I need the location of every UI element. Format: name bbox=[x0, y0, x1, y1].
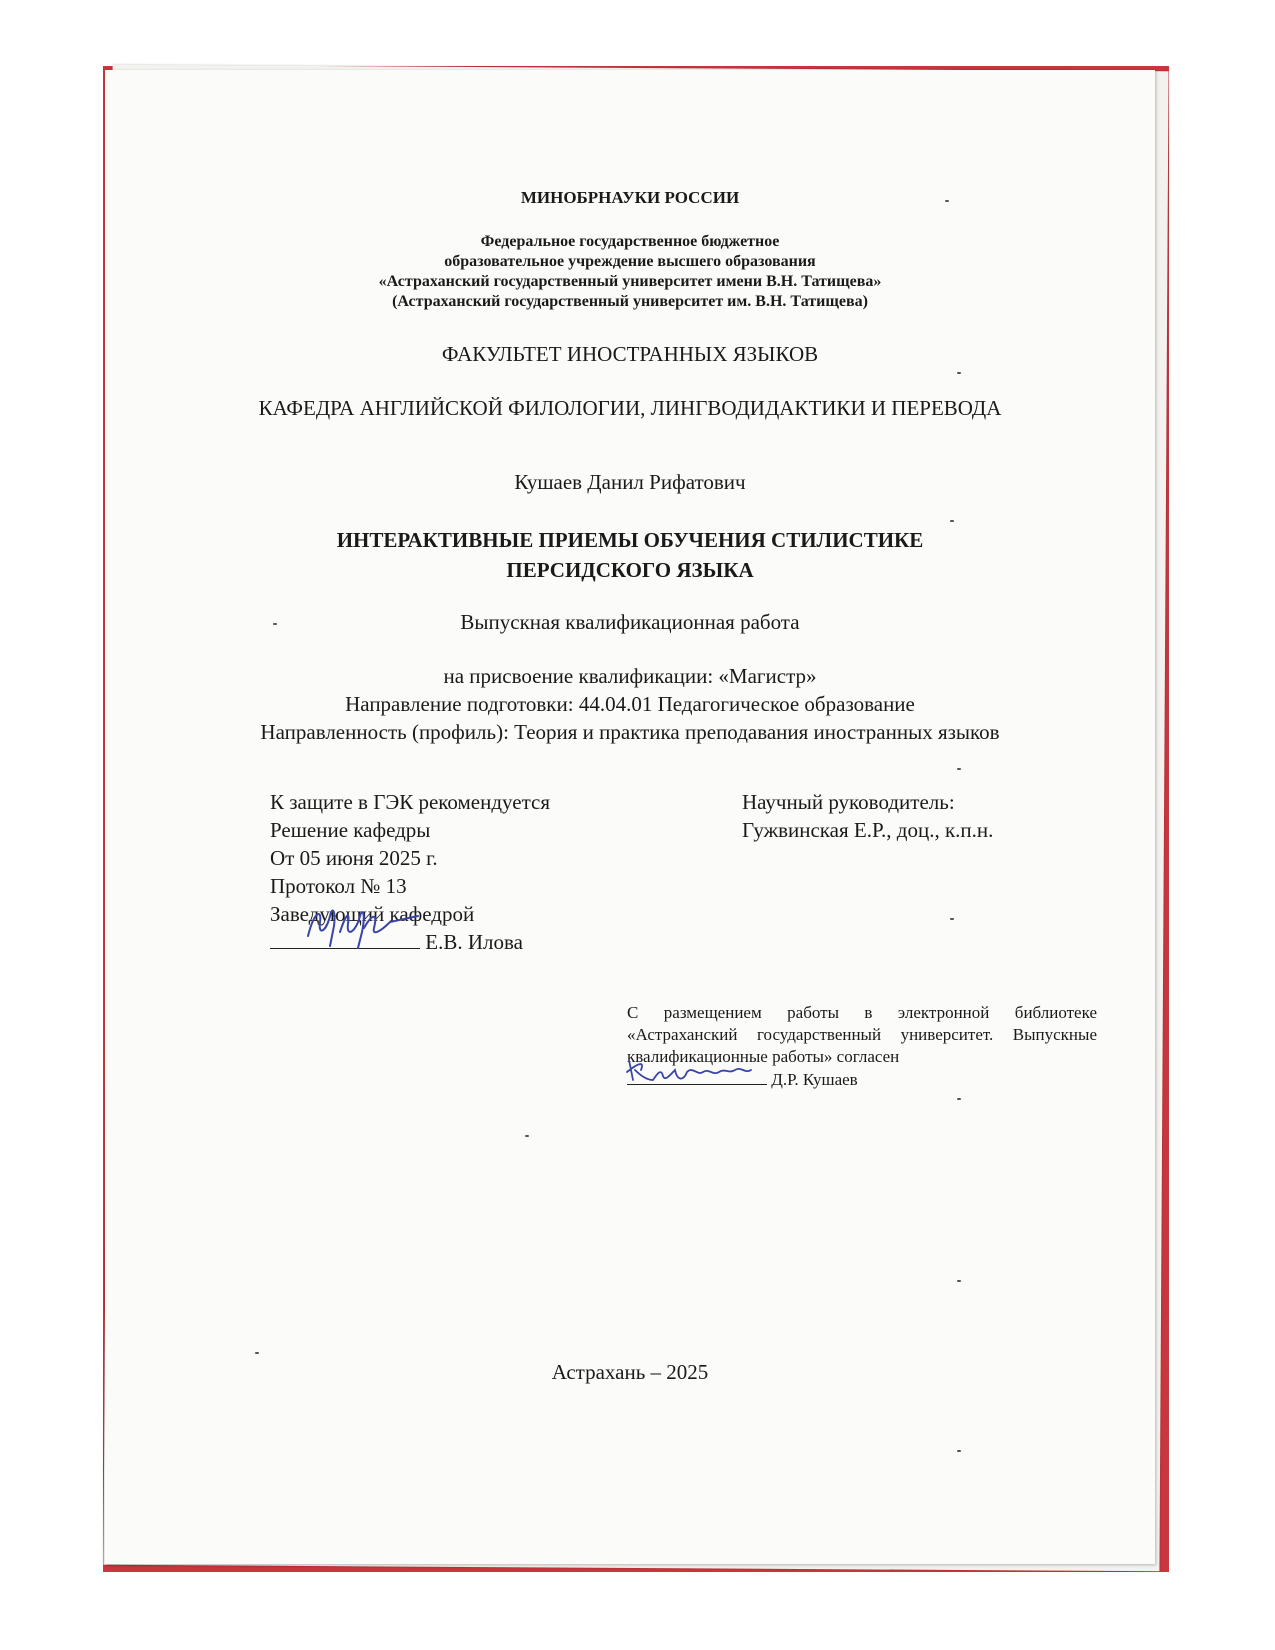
consent-signature-line bbox=[627, 1068, 767, 1085]
scan-speck bbox=[957, 1280, 961, 1282]
scan-speck bbox=[273, 623, 277, 625]
author-name: Кушаев Данил Рифатович bbox=[514, 470, 746, 494]
department-name: КАФЕДРА АНГЛИЙСКОЙ ФИЛОЛОГИИ, ЛИНГВОДИДАКТИКИ И ПЕРЕВОДА bbox=[258, 396, 1002, 420]
scan-speck bbox=[957, 1450, 961, 1452]
qualification-line: Направленность (профиль): Теория и практика преподавания иностранных языков bbox=[260, 720, 1000, 744]
organization-line: «Астраханский государственный университет имени В.Н. Татищева» bbox=[378, 273, 882, 290]
scan-speck bbox=[945, 200, 949, 202]
organization-line: образовательное учреждение высшего образования bbox=[444, 253, 816, 270]
scan-speck bbox=[957, 768, 961, 770]
defense-date: От 05 июня 2025 г. bbox=[270, 846, 438, 870]
head-of-department-role: Заведующий кафедрой bbox=[270, 902, 475, 926]
defense-approval-block bbox=[270, 788, 550, 956]
title-page bbox=[105, 70, 1155, 1564]
author-signature-icon bbox=[623, 1054, 763, 1088]
consent-signer-name: Д.Р. Кушаев bbox=[771, 1070, 858, 1089]
scan-speck bbox=[525, 1135, 529, 1137]
scan-speck bbox=[957, 372, 961, 374]
library-consent-text: С размещением работы в электронной библиотеке «Астраханский государственный университет. Выпускные квалификационные работы» согласен bbox=[627, 1003, 1097, 1066]
ministry-header: МИНОБРНАУКИ РОССИИ bbox=[520, 188, 740, 207]
defense-protocol: Протокол № 13 bbox=[270, 874, 407, 898]
head-of-department-name: Е.В. Илова bbox=[425, 930, 523, 954]
scan-speck bbox=[957, 1098, 961, 1100]
defense-recommended: К защите в ГЭК рекомендуется bbox=[270, 790, 551, 814]
head-signature-line bbox=[270, 928, 420, 949]
thesis-title: ИНТЕРАКТИВНЫЕ ПРИЕМЫ ОБУЧЕНИЯ СТИЛИСТИКЕ ПЕРСИДСКОГО ЯЗЫКА bbox=[336, 528, 924, 582]
qualification-line: на присвоение квалификации: «Магистр» bbox=[443, 664, 817, 688]
faculty-name: ФАКУЛЬТЕТ ИНОСТРАННЫХ ЯЗЫКОВ bbox=[441, 342, 819, 366]
qualification-line: Направление подготовки: 44.04.01 Педагогическое образование bbox=[345, 692, 915, 716]
scan-speck bbox=[950, 520, 954, 522]
organization-line: (Астраханский государственный университет им. В.Н. Татищева) bbox=[392, 293, 868, 310]
consent-signature-row bbox=[627, 1068, 858, 1091]
supervisor-block bbox=[742, 788, 993, 844]
qualification-block bbox=[105, 662, 1155, 746]
organization-line: Федеральное государственное бюджетное bbox=[480, 233, 780, 250]
head-signature-icon bbox=[300, 902, 440, 952]
scan-speck bbox=[255, 1352, 259, 1354]
head-signature-row bbox=[270, 928, 550, 956]
city-year: Астрахань – 2025 bbox=[551, 1360, 709, 1384]
scan-speck bbox=[950, 918, 954, 920]
defense-decision: Решение кафедры bbox=[270, 818, 431, 842]
supervisor-role: Научный руководитель: bbox=[742, 790, 955, 814]
work-type: Выпускная квалификационная работа bbox=[460, 610, 800, 634]
organization-block bbox=[105, 232, 1155, 312]
supervisor-name: Гужвинская Е.Р., доц., к.п.н. bbox=[742, 818, 994, 842]
